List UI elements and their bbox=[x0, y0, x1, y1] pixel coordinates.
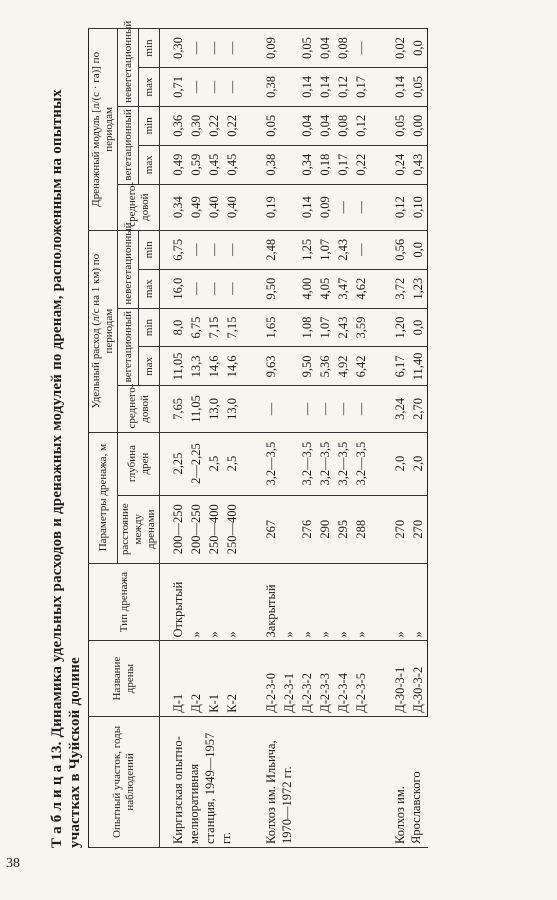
cell-name: Д-2-3-0 bbox=[241, 641, 280, 716]
cell-name: Д-2-3-5 bbox=[352, 641, 370, 716]
cell-q-vmin bbox=[280, 308, 298, 347]
cell-m-vmin: 0,30 bbox=[187, 106, 205, 145]
cell-spacing: 250—400 bbox=[223, 495, 241, 563]
header-mod-veg: вегетационный bbox=[118, 106, 139, 184]
cell-q-nmin: — bbox=[223, 230, 241, 269]
cell-q-avg: — bbox=[298, 386, 316, 432]
header-max: max bbox=[139, 145, 160, 184]
cell-name: К-1 bbox=[205, 641, 223, 716]
cell-depth: 2,5 bbox=[223, 432, 241, 495]
cell-q-nmin: — bbox=[352, 230, 370, 269]
cell-q-avg: 3,24 bbox=[370, 386, 409, 432]
cell-name: Д-30-3-1 bbox=[370, 641, 409, 716]
cell-depth: 2,5 bbox=[205, 432, 223, 495]
cell-q-vmin: 8,0 bbox=[160, 308, 188, 347]
header-modulus-group: Дренажный модуль [л/(с · га)] по периодам bbox=[89, 29, 118, 231]
cell-q-avg: — bbox=[334, 386, 352, 432]
cell-spacing: 270 bbox=[409, 495, 428, 563]
cell-q-avg bbox=[280, 386, 298, 432]
cell-type: » bbox=[352, 563, 370, 641]
cell-m-nmax: 0,05 bbox=[409, 68, 428, 107]
header-min: min bbox=[139, 29, 160, 68]
header-plot: Опытный участок, годы наблюдений bbox=[89, 716, 160, 847]
cell-q-vmin: 0,0 bbox=[409, 308, 428, 347]
header-max: max bbox=[139, 347, 160, 386]
cell-m-vmax: 0,43 bbox=[409, 145, 428, 184]
cell-name: Д-2-3-3 bbox=[316, 641, 334, 716]
cell-m-avg: 0,12 bbox=[370, 184, 409, 230]
cell-spacing: 270 bbox=[370, 495, 409, 563]
table-caption: Т а б л и ц а 13. Динамика удельных расходов и дренажных модулей по дренам, расположенным на опытных участках в Чуйской долине bbox=[49, 89, 83, 848]
cell-q-nmax: 9,50 bbox=[241, 269, 280, 308]
cell-q-vmax: 13,3 bbox=[187, 347, 205, 386]
header-mod-avg: среднего-довой bbox=[118, 184, 160, 230]
cell-m-avg: 0,09 bbox=[316, 184, 334, 230]
cell-q-vmax: 11,05 bbox=[160, 347, 188, 386]
cell-m-nmin bbox=[280, 29, 298, 68]
cell-q-avg: 7,65 bbox=[160, 386, 188, 432]
cell-spacing: 267 bbox=[241, 495, 280, 563]
cell-m-nmin: — bbox=[187, 29, 205, 68]
cell-q-nmax: 16,0 bbox=[160, 269, 188, 308]
cell-m-nmin: 0,08 bbox=[334, 29, 352, 68]
plot-cell: Колхоз им. Ярославского bbox=[370, 716, 428, 847]
cell-q-vmin: 6,75 bbox=[187, 308, 205, 347]
cell-m-nmin: 0,04 bbox=[316, 29, 334, 68]
cell-m-nmax: 0,12 bbox=[334, 68, 352, 107]
cell-m-avg: 0,40 bbox=[205, 184, 223, 230]
cell-q-avg: 13,0 bbox=[223, 386, 241, 432]
cell-m-nmin: 0,09 bbox=[241, 29, 280, 68]
cell-q-nmin: 2,43 bbox=[334, 230, 352, 269]
cell-q-avg: 11,05 bbox=[187, 386, 205, 432]
cell-q-nmin: 2,48 bbox=[241, 230, 280, 269]
header-min: min bbox=[139, 106, 160, 145]
cell-q-nmax: — bbox=[187, 269, 205, 308]
cell-type: Закрытый bbox=[241, 563, 280, 641]
cell-type: » bbox=[316, 563, 334, 641]
cell-spacing bbox=[280, 495, 298, 563]
header-max: max bbox=[139, 68, 160, 107]
cell-m-avg: 0,10 bbox=[409, 184, 428, 230]
cell-m-vmin: 0,04 bbox=[316, 106, 334, 145]
cell-m-vmax: 0,38 bbox=[241, 145, 280, 184]
cell-name: Д-30-3-2 bbox=[409, 641, 428, 716]
cell-q-avg: — bbox=[241, 386, 280, 432]
cell-q-nmin: — bbox=[205, 230, 223, 269]
cell-q-nmax: — bbox=[223, 269, 241, 308]
cell-m-nmax: — bbox=[205, 68, 223, 107]
cell-type: » bbox=[298, 563, 316, 641]
cell-spacing: 250—400 bbox=[205, 495, 223, 563]
cell-m-nmax: 0,14 bbox=[316, 68, 334, 107]
cell-q-nmin: 6,75 bbox=[160, 230, 188, 269]
header-max: max bbox=[139, 269, 160, 308]
rotated-page bbox=[48, 20, 548, 848]
cell-m-avg: 0,19 bbox=[241, 184, 280, 230]
cell-q-vmin: 1,07 bbox=[316, 308, 334, 347]
cell-m-avg: 0,14 bbox=[298, 184, 316, 230]
cell-q-vmin: 2,43 bbox=[334, 308, 352, 347]
cell-q-vmax: 5,36 bbox=[316, 347, 334, 386]
cell-m-avg: 0,49 bbox=[187, 184, 205, 230]
header-spacing: расстояние между дренами bbox=[118, 495, 160, 563]
cell-name: Д-1 bbox=[160, 641, 188, 716]
table-row bbox=[370, 29, 409, 848]
cell-m-avg: 0,34 bbox=[160, 184, 188, 230]
cell-m-vmin: 0,36 bbox=[160, 106, 188, 145]
cell-m-nmin: 0,02 bbox=[370, 29, 409, 68]
cell-name: Д-2-3-2 bbox=[298, 641, 316, 716]
cell-m-avg: — bbox=[352, 184, 370, 230]
plot-cell: Колхоз им. Ильича, 1970—1972 гг. bbox=[241, 716, 370, 847]
cell-q-avg: 2,70 bbox=[409, 386, 428, 432]
cell-type: » bbox=[205, 563, 223, 641]
cell-depth bbox=[280, 432, 298, 495]
header-flow-avg: среднего-довой bbox=[118, 386, 160, 432]
cell-m-nmin: 0,05 bbox=[298, 29, 316, 68]
cell-m-vmin: 0,08 bbox=[334, 106, 352, 145]
cell-q-nmax: 3,72 bbox=[370, 269, 409, 308]
cell-depth: 3,2—3,5 bbox=[352, 432, 370, 495]
cell-m-vmin: 0,04 bbox=[298, 106, 316, 145]
cell-q-nmax bbox=[280, 269, 298, 308]
cell-spacing: 295 bbox=[334, 495, 352, 563]
cell-q-nmax: 1,23 bbox=[409, 269, 428, 308]
cell-m-nmin: 0,30 bbox=[160, 29, 188, 68]
header-drain-type: Тип дренажа bbox=[89, 563, 160, 641]
cell-q-nmin: 0,0 bbox=[409, 230, 428, 269]
cell-m-vmax bbox=[280, 145, 298, 184]
cell-m-vmin: 0,05 bbox=[241, 106, 280, 145]
cell-m-vmin bbox=[280, 106, 298, 145]
header-mod-nonveg: невегетационный bbox=[118, 29, 139, 107]
cell-q-vmin: 3,59 bbox=[352, 308, 370, 347]
cell-m-nmin: — bbox=[352, 29, 370, 68]
header-params-group: Параметры дренажа, м bbox=[89, 432, 118, 563]
cell-q-nmin bbox=[280, 230, 298, 269]
cell-type: » bbox=[187, 563, 205, 641]
cell-depth: 3,2—3,5 bbox=[316, 432, 334, 495]
cell-q-vmax: 9,63 bbox=[241, 347, 280, 386]
cell-m-vmin: 0,22 bbox=[223, 106, 241, 145]
cell-m-vmax: 0,18 bbox=[316, 145, 334, 184]
cell-depth: 3,2—3,5 bbox=[334, 432, 352, 495]
cell-m-vmin: 0,05 bbox=[370, 106, 409, 145]
cell-m-nmax bbox=[280, 68, 298, 107]
cell-q-nmax: 4,00 bbox=[298, 269, 316, 308]
cell-m-vmin: 0,00 bbox=[409, 106, 428, 145]
cell-q-vmin: 7,15 bbox=[223, 308, 241, 347]
cell-q-vmax: 14,6 bbox=[205, 347, 223, 386]
cell-type: » bbox=[409, 563, 428, 641]
cell-m-nmax: — bbox=[223, 68, 241, 107]
header-min: min bbox=[139, 230, 160, 269]
cell-m-nmax: 0,71 bbox=[160, 68, 188, 107]
cell-m-nmin: 0,0 bbox=[409, 29, 428, 68]
cell-m-vmax: 0,17 bbox=[334, 145, 352, 184]
cell-q-vmin: 1,20 bbox=[370, 308, 409, 347]
cell-q-nmax: 4,05 bbox=[316, 269, 334, 308]
table-row bbox=[241, 29, 280, 848]
plot-cell: Киргизская опытно-мелиоративная станция, 1949—1957 гг. bbox=[160, 716, 242, 847]
cell-m-vmin: 0,22 bbox=[205, 106, 223, 145]
cell-m-vmax: 0,34 bbox=[298, 145, 316, 184]
cell-m-vmax: 0,24 bbox=[370, 145, 409, 184]
header-flow-nonveg: невегетационный bbox=[118, 230, 139, 308]
header-flow-veg: вегетационный bbox=[118, 308, 139, 386]
cell-q-vmin: 1,65 bbox=[241, 308, 280, 347]
cell-q-nmax: — bbox=[205, 269, 223, 308]
cell-q-avg: — bbox=[352, 386, 370, 432]
cell-q-vmax bbox=[280, 347, 298, 386]
cell-m-vmax: 0,49 bbox=[160, 145, 188, 184]
cell-m-vmin: 0,12 bbox=[352, 106, 370, 145]
cell-m-vmax: 0,45 bbox=[205, 145, 223, 184]
cell-m-nmax: — bbox=[187, 68, 205, 107]
header-flow-group: Удельный расход (л/с на 1 км) по периодам bbox=[89, 230, 118, 432]
header-min: min bbox=[139, 308, 160, 347]
cell-depth: 3,2—3,5 bbox=[241, 432, 280, 495]
header-drain-name: Название дрены bbox=[89, 641, 160, 716]
cell-type: » bbox=[370, 563, 409, 641]
cell-m-vmax: 0,59 bbox=[187, 145, 205, 184]
cell-depth: 2,0 bbox=[370, 432, 409, 495]
cell-spacing: 288 bbox=[352, 495, 370, 563]
cell-type: » bbox=[223, 563, 241, 641]
cell-name: Д-2-3-1 bbox=[280, 641, 298, 716]
cell-q-vmin: 1,08 bbox=[298, 308, 316, 347]
table-row bbox=[160, 29, 188, 848]
cell-name: Д-2-3-4 bbox=[334, 641, 352, 716]
cell-name: Д-2 bbox=[187, 641, 205, 716]
cell-spacing: 290 bbox=[316, 495, 334, 563]
cell-depth: 2—2,25 bbox=[187, 432, 205, 495]
cell-m-avg: 0,40 bbox=[223, 184, 241, 230]
cell-m-nmax: 0,14 bbox=[370, 68, 409, 107]
cell-spacing: 276 bbox=[298, 495, 316, 563]
cell-q-nmax: 4,62 bbox=[352, 269, 370, 308]
cell-q-avg: 13,0 bbox=[205, 386, 223, 432]
cell-m-vmax: 0,45 bbox=[223, 145, 241, 184]
cell-m-nmax: 0,38 bbox=[241, 68, 280, 107]
cell-q-vmax: 9,50 bbox=[298, 347, 316, 386]
table-body bbox=[160, 29, 428, 848]
cell-m-nmin: — bbox=[223, 29, 241, 68]
cell-spacing: 200—250 bbox=[160, 495, 188, 563]
cell-q-vmax: 11,40 bbox=[409, 347, 428, 386]
cell-m-vmax: 0,22 bbox=[352, 145, 370, 184]
cell-q-nmin: 0,56 bbox=[370, 230, 409, 269]
cell-type: » bbox=[334, 563, 352, 641]
cell-q-nmax: 3,47 bbox=[334, 269, 352, 308]
cell-type: Открытый bbox=[160, 563, 188, 641]
cell-depth: 2,25 bbox=[160, 432, 188, 495]
cell-name: К-2 bbox=[223, 641, 241, 716]
cell-type: » bbox=[280, 563, 298, 641]
cell-q-vmax: 6,42 bbox=[352, 347, 370, 386]
cell-m-nmax: 0,17 bbox=[352, 68, 370, 107]
cell-q-vmax: 14,6 bbox=[223, 347, 241, 386]
cell-q-nmin: 1,25 bbox=[298, 230, 316, 269]
cell-depth: 3,2—3,5 bbox=[298, 432, 316, 495]
cell-m-avg bbox=[280, 184, 298, 230]
cell-q-vmax: 4,92 bbox=[334, 347, 352, 386]
page-number: 38 bbox=[6, 856, 20, 871]
cell-m-nmin: — bbox=[205, 29, 223, 68]
cell-m-avg: — bbox=[334, 184, 352, 230]
cell-q-nmin: 1,07 bbox=[316, 230, 334, 269]
cell-q-vmax: 6,17 bbox=[370, 347, 409, 386]
cell-q-nmin: — bbox=[187, 230, 205, 269]
cell-m-nmax: 0,14 bbox=[298, 68, 316, 107]
cell-q-avg: — bbox=[316, 386, 334, 432]
header-depth: глубина дрен bbox=[118, 432, 160, 495]
cell-q-vmin: 7,15 bbox=[205, 308, 223, 347]
drainage-table bbox=[88, 20, 428, 848]
cell-depth: 2,0 bbox=[409, 432, 428, 495]
cell-spacing: 200—250 bbox=[187, 495, 205, 563]
